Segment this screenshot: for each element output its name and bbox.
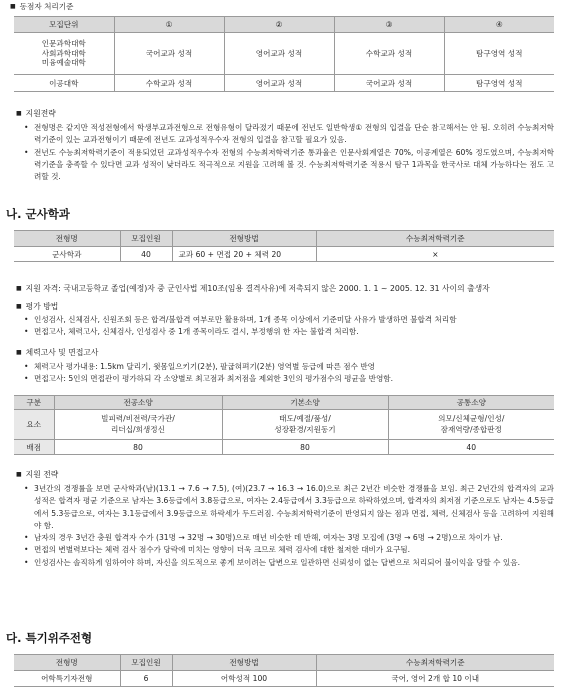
table-cell: 80	[54, 440, 222, 455]
header-cell: 기본소양	[222, 396, 388, 410]
header-cell: ④	[444, 17, 554, 33]
table-row	[14, 247, 554, 262]
list-item: • 전형명은 같지만 적성전형에서 학생부교과전형으로 전형유형이 달라졌기 때문에 전년도 일반학생① 전형의 입결을 단순 참고해서는 안 됨. 오히려 수능최저학력기준이 있는 교과전형이기 때문에 전년도 교과성적우수자 전형의 입결을 참고할 필요가 있음.	[24, 122, 554, 147]
strategy-list-military	[24, 483, 554, 569]
list-item: • 남자의 경우 3년간 충원 합격자 수가 (31명 → 32명 → 30명)으로 매년 비슷한 데 반해, 여자는 3명 모집에 (3명 → 6명 → 2명)으로 차이가 남.	[24, 532, 554, 544]
fitness-heading: ■ 체력고사 및 면접고사	[16, 347, 98, 358]
evaluation-list	[24, 314, 554, 338]
fitness-list	[24, 361, 554, 385]
list-item: • 면접고사: 5인의 면접관이 평가하되 각 소양별로 최고점과 최저점을 제외한 3인의 평가점수의 평균을 반영함.	[24, 373, 554, 385]
table-cell: 배점	[14, 440, 54, 455]
strategy-heading: ■ 지원전략	[16, 108, 56, 119]
table-cell: 수학교과 성적	[334, 33, 444, 75]
table-cell: 국어교과 성적	[114, 33, 224, 75]
eligibility-text: ■ 지원 자격: 국내고등학교 졸업(예정)자 중 군인사법 제10조(임용 결격사유)에 저촉되지 않은 2000. 1. 1 ~ 2005. 12. 31 사이의 출생자	[16, 283, 490, 294]
table-row	[14, 410, 554, 440]
evaluation-heading: ■ 평가 방법	[16, 301, 58, 312]
tiebreak-header-row	[14, 17, 554, 33]
table-cell: 국어, 영어 2개 합 10 이내	[316, 671, 554, 687]
table-cell: 국어교과 성적	[334, 75, 444, 92]
header-cell: 모집인원	[120, 655, 172, 671]
tiebreak-label: ■ 동점자 처리기준	[10, 1, 73, 12]
table-cell: 인문과학대학 사회과학대학 미융예술대학	[14, 33, 114, 75]
header-cell: 전형방법	[172, 231, 316, 247]
table-cell: 군사학과	[14, 247, 120, 262]
table-cell: 수학교과 성적	[114, 75, 224, 92]
table-cell: 이공대학	[14, 75, 114, 92]
table-cell: 어학성적 100	[172, 671, 316, 687]
table-row	[14, 75, 554, 92]
strategy-heading-military: ■ 지원 전략	[16, 469, 58, 480]
tiebreak-table	[14, 16, 554, 92]
table-cell: 40	[120, 247, 172, 262]
table-row	[14, 671, 554, 687]
table-header-row	[14, 231, 554, 247]
table-cell: 빌피력/비전력/국가관/ 리더십/희생정신	[54, 410, 222, 440]
strategy-list	[24, 122, 554, 183]
table-row	[14, 440, 554, 455]
header-cell: 모집단위	[14, 17, 114, 33]
header-cell: 전형명	[14, 231, 120, 247]
header-cell: ①	[114, 17, 224, 33]
table-cell: 의모/신체균형/인성/ 잠재역량/종합판정	[388, 410, 554, 440]
header-cell: 수능최저학력기준	[316, 231, 554, 247]
interview-score-table	[14, 395, 554, 455]
section-title-military: 나. 군사학과	[6, 207, 70, 221]
table-cell: 6	[120, 671, 172, 687]
table-cell: 영어교과 성적	[224, 33, 334, 75]
header-cell: ③	[334, 17, 444, 33]
header-cell: 전형명	[14, 655, 120, 671]
section-title-special: 다. 특기위주전형	[6, 631, 93, 645]
header-cell: 구분	[14, 396, 54, 410]
table-cell: 어학특기자전형	[14, 671, 120, 687]
header-cell: 모집인원	[120, 231, 172, 247]
header-cell: 전형방법	[172, 655, 316, 671]
list-item: • 전년도 수능최저학력기준이 적용되었던 교과성적우수자 전형의 수능최저학력기준 통과율은 인문사회계열은 70%, 이공계열은 60% 정도였으며, 수능최저학력기준을 충족할 수 있다면 교과 성적이 낮더라도 적극적으로 지원을 고려해 볼 것. 수능최저학력기준 적용시 탐구 1과목을 한국사로 대체 가능하다는 점도 고려할 것.	[24, 147, 554, 184]
list-item: • 면접의 변별력보다는 체력 검사 점수가 당락에 미치는 영향이 더욱 크므로 체력 검사에 대한 철저한 대비가 요구됨.	[24, 544, 554, 556]
military-admission-table	[14, 230, 554, 262]
table-cell: 탐구영역 성적	[444, 33, 554, 75]
special-admission-table	[14, 654, 554, 687]
header-cell: 수능최저학력기준	[316, 655, 554, 671]
table-cell: 요소	[14, 410, 54, 440]
list-item: • 인성검사, 신체검사, 신원조회 등은 합격/불합격 여부로만 활용하며, 1개 종목 이상에서 기준미달 사유가 발생하면 불합격 처리함	[24, 314, 554, 326]
header-cell: 전공소양	[54, 396, 222, 410]
table-header-row	[14, 396, 554, 410]
list-item: • 면접고사, 체력고사, 신체검사, 인성검사 중 1개 종목이라도 결시, 부정행위 한 자는 불합격 처리함.	[24, 326, 554, 338]
table-cell: 탐구영역 성적	[444, 75, 554, 92]
header-cell: ②	[224, 17, 334, 33]
list-item: • 3년간의 경쟁률을 보면 군사학과(남)(13.1 → 7.6 → 7.5), (여)(23.7 → 16.3 → 16.0)으로 최근 2년간 비슷한 경쟁률을 보임. 최근 2년간의 합격자의 교과 성적은 합격자 평균 기준으로 남자는 3.6등급에서 3.8등급으로, 여자는 2.4등급에서 3.3등급으로 하락하였으며, 합격자의 최저점 기준으로도 남자는 4.5등급에서 5.3등급으로, 여자는 3.1등급에서 3.9등급으로 하락세가 두드러짐. 수능최저학력기준이 반영되지 않는 점과 면접, 체력, 신체검사 등을 고려하여 지원해야 함.	[24, 483, 554, 532]
table-cell: 교과 60 + 면접 20 + 체력 20	[172, 247, 316, 262]
table-cell: 80	[222, 440, 388, 455]
table-cell: ×	[316, 247, 554, 262]
table-row	[14, 33, 554, 75]
table-cell: 영어교과 성적	[224, 75, 334, 92]
table-header-row	[14, 655, 554, 671]
table-cell: 40	[388, 440, 554, 455]
list-item: • 체력고사 평가내용: 1.5km 달리기, 윗몸일으키기(2분), 팔굽혀펴기(2분) 영역별 등급에 따른 점수 반영	[24, 361, 554, 373]
list-item: • 인성검사는 솔직하게 임하여야 하며, 자신을 의도적으로 좋게 보이려는 답변으로 일관하면 신뢰성이 없는 답변으로 처리되어 불이익을 당할 수 있음.	[24, 557, 554, 569]
header-cell: 공통소양	[388, 396, 554, 410]
table-cell: 태도/예절/품성/ 성장환경/지원동기	[222, 410, 388, 440]
